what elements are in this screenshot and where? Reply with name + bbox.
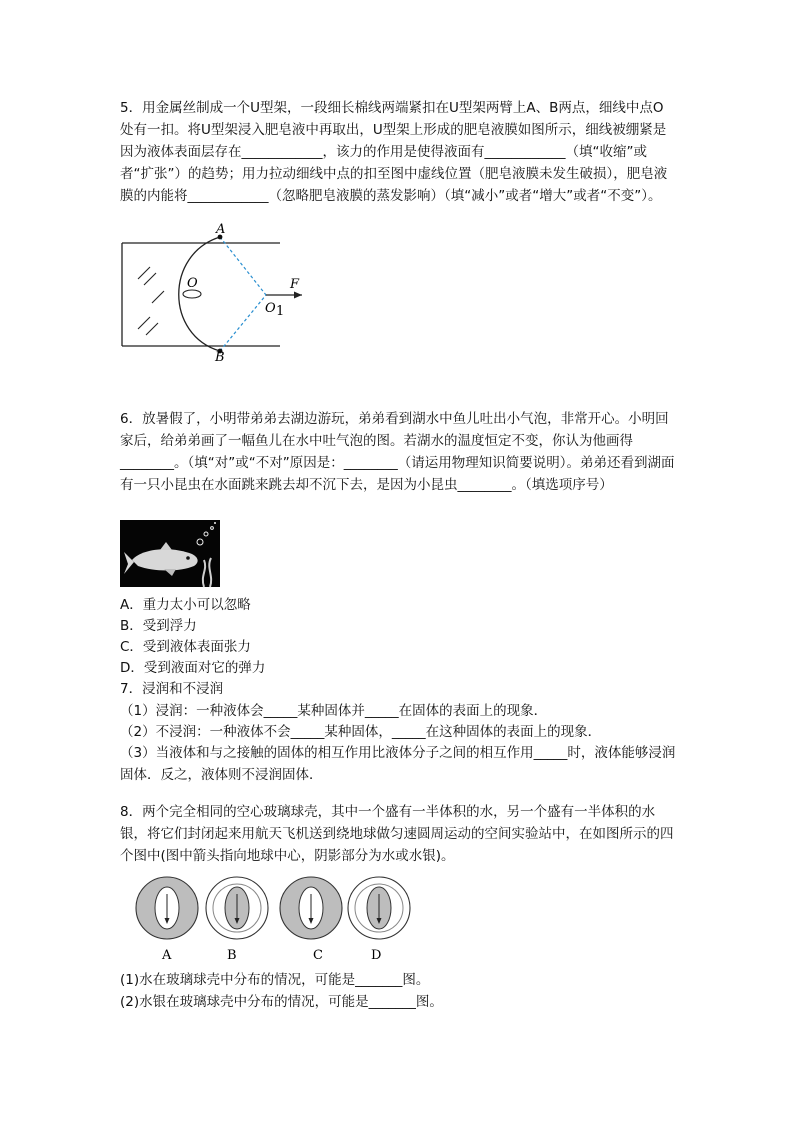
q8-figure (130, 874, 420, 966)
q6-text: 6．放暑假了，小明带弟弟去湖边游玩，弟弟看到湖水中鱼儿吐出小气泡，非常开心。小明回家后，给弟弟画了一幅鱼儿在水中吐气泡的图。若湖水的温度恒定不变，你认为他画得________。（填“对”或“不对”原因是：________（请运用物理知识简要说明）。弟弟还看到湖面有一只小昆虫在水面跳来跳去却不沉下去，是因为小昆虫________。（填选项序号） (120, 411, 675, 493)
label-o1-sub: 1 (276, 304, 285, 319)
sphere-a (136, 877, 198, 939)
sphere-c (280, 877, 342, 939)
label-a: A (216, 222, 226, 237)
q7-item-1: （1）浸润：一种液体会_____某种固体并_____在固体的表面上的现象． (120, 703, 548, 719)
figure-label-d: D (371, 948, 382, 963)
figure-label-b: B (227, 948, 237, 963)
dashed-position (220, 237, 266, 351)
label-f: F (290, 277, 300, 292)
force-arrow (266, 292, 302, 299)
sphere-b (206, 877, 268, 939)
q8-sub-1: (1)水在玻璃球壳中分布的情况，可能是_______图。 (120, 972, 430, 988)
label-b: B (215, 350, 225, 365)
q6-option-d: D．受到液面对它的弹力 (120, 660, 266, 676)
q6-option-b: B．受到浮力 (120, 618, 197, 634)
fish-picture (120, 520, 220, 587)
q7-item-2: （2）不浸润：一种液体不会_____某种固体，_____在这种固体的表面上的现象． (120, 724, 602, 740)
label-o1: O (265, 301, 276, 316)
q5-text: 5．用金属丝制成一个U型架，一段细长棉线两端紧扣在U型架两臂上A、B两点，细线中点O处有一扣。将U型架浸入肥皂液中再取出，U型架上形成的肥皂液膜如图所示，细线被绷紧是因为液体表面层存在____________，该力的作用是使得液面有____________（填“收缩”或者“扩张”）的趋势；用力拉动细线中点的扣至图中虚线位置（肥皂液膜未发生破损），肥皂液膜的内能将____________（忽略肥皂液膜的蒸发影响）（填“减小”或者“增大”或者“不变”）。 (120, 100, 668, 204)
q6-option-c: C．受到液体表面张力 (120, 639, 251, 655)
q8-text: 8．两个完全相同的空心玻璃球壳，其中一个盛有一半体积的水，另一个盛有一半体积的水银，将它们封闭起来用航天飞机送到绕地球做匀速圆周运动的空间实验站中，在如图所示的四个图中(图中箭头指向地球中心，阴影部分为水或水银)。 (120, 804, 674, 864)
label-o: O (187, 276, 198, 291)
q8-sub-2: (2)水银在玻璃球壳中分布的情况，可能是_______图。 (120, 994, 443, 1010)
thread-arc (179, 237, 220, 351)
q5-figure (110, 222, 320, 365)
thread-knot (183, 290, 201, 298)
q7-title: 7．浸润和不浸润 (120, 681, 224, 697)
q6-option-a: A．重力太小可以忽略 (120, 597, 251, 613)
q7-item-3: （3）当液体和与之接触的固体的相互作用比液体分子之间的相互作用_____时，液体能够浸润固体．反之，液体则不浸润固体． (120, 745, 676, 783)
sphere-d (348, 877, 410, 939)
film-hatch (138, 267, 164, 335)
figure-label-a: A (162, 948, 172, 963)
figure-label-c: C (313, 948, 323, 963)
